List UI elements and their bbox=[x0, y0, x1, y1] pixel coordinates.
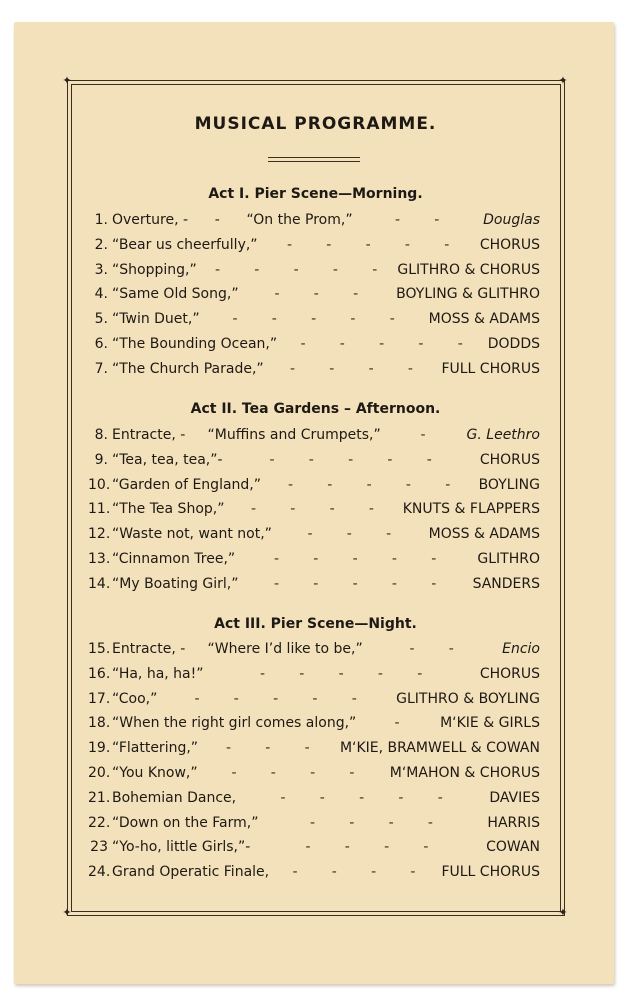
corner-ornament-icon: ✦ bbox=[62, 907, 72, 919]
item-number: 21. bbox=[88, 789, 111, 806]
programme-item bbox=[88, 336, 540, 358]
leader-dashes: - - - - - bbox=[300, 336, 465, 352]
item-performer: M‘KIE, BRAMWELL & COWAN bbox=[339, 740, 540, 757]
act-heading: Act I. Pier Scene—Morning. bbox=[208, 186, 423, 202]
programme-item bbox=[88, 237, 540, 259]
item-number: 19. bbox=[88, 740, 111, 757]
programme-item bbox=[88, 864, 540, 886]
item-title: “You Know,” bbox=[112, 765, 198, 781]
item-title: Entracte, - “Where I’d like to be,” bbox=[112, 641, 363, 657]
item-title: “Bear us cheerfully,” bbox=[112, 236, 258, 253]
item-performer: BOYLING bbox=[478, 476, 540, 493]
item-performer: GLITHRO & CHORUS bbox=[397, 261, 540, 278]
item-number: 3. bbox=[94, 261, 108, 278]
act-heading: Act III. Pier Scene—Night. bbox=[214, 616, 417, 632]
act-heading: Act II. Tea Gardens – Afternoon. bbox=[190, 401, 441, 417]
item-number: 17. bbox=[88, 690, 111, 707]
corner-ornament-icon: ✦ bbox=[558, 907, 568, 919]
leader-dashes: - - - bbox=[274, 286, 361, 303]
item-title: Overture, - - “On the Prom,” bbox=[112, 212, 353, 228]
item-performer: KNUTS & FLAPPERS bbox=[402, 501, 540, 518]
item-performer: SANDERS bbox=[472, 575, 540, 592]
item-title: “The Bounding Ocean,” bbox=[112, 336, 278, 352]
item-number: 2. bbox=[94, 236, 108, 253]
item-performer: M‘MAHON & CHORUS bbox=[389, 765, 540, 781]
item-performer: MOSS & ADAMS bbox=[428, 311, 540, 328]
programme-item bbox=[88, 501, 540, 523]
leader-dashes: - - - - - bbox=[274, 551, 439, 567]
item-title: “My Boating Girl,” bbox=[112, 575, 239, 592]
corner-ornament-icon: ✦ bbox=[558, 75, 568, 87]
programme-item bbox=[88, 666, 540, 688]
leader-dashes: - - - - bbox=[310, 814, 435, 831]
item-number: 4. bbox=[94, 286, 108, 303]
leader-dashes: - - - - bbox=[290, 360, 415, 377]
leader-dashes: - - - - - bbox=[274, 575, 439, 592]
leader-dashes: - - - - - bbox=[288, 476, 453, 493]
leader-dashes: - bbox=[420, 427, 428, 443]
item-performer: GLITHRO bbox=[477, 551, 540, 567]
item-title: “Tea, tea, tea,”- bbox=[112, 451, 223, 468]
item-title: “When the right girl comes along,” bbox=[112, 715, 357, 732]
item-performer: GLITHRO & BOYLING bbox=[396, 690, 540, 707]
item-number: 16. bbox=[88, 665, 111, 682]
programme-item bbox=[88, 715, 540, 737]
leader-dashes: - bbox=[394, 715, 402, 732]
item-number: 12. bbox=[88, 526, 111, 543]
programme-item bbox=[88, 311, 540, 333]
item-number: 1. bbox=[94, 212, 108, 228]
programme-item bbox=[88, 740, 540, 762]
item-performer: CHORUS bbox=[479, 451, 540, 468]
item-number: 7. bbox=[94, 360, 108, 377]
item-title: “Coo,” bbox=[112, 690, 158, 707]
corner-ornament-icon: ✦ bbox=[62, 75, 72, 87]
item-number: 23 bbox=[90, 839, 108, 856]
item-title: “Same Old Song,” bbox=[112, 286, 239, 303]
item-performer: Douglas bbox=[483, 212, 540, 228]
programme-item bbox=[88, 790, 540, 812]
item-number: 11. bbox=[88, 501, 111, 518]
item-performer: COWAN bbox=[486, 839, 540, 856]
leader-dashes: - - bbox=[395, 212, 442, 228]
item-performer: CHORUS bbox=[479, 236, 540, 253]
item-number: 18. bbox=[88, 715, 111, 732]
leader-dashes: - - - - - bbox=[260, 665, 425, 682]
item-title: “The Church Parade,” bbox=[112, 360, 264, 377]
item-performer: MOSS & ADAMS bbox=[428, 526, 540, 543]
programme-item bbox=[88, 839, 540, 861]
item-title: Grand Operatic Finale, bbox=[112, 864, 270, 881]
title-divider bbox=[268, 161, 360, 162]
item-title: Bohemian Dance, bbox=[112, 789, 237, 806]
item-performer: CHORUS bbox=[479, 665, 540, 682]
leader-dashes: - - bbox=[409, 641, 456, 657]
item-performer: M‘KIE & GIRLS bbox=[440, 715, 540, 732]
item-title: “Waste not, want not,” bbox=[112, 526, 272, 543]
leader-dashes: - - - bbox=[226, 740, 312, 757]
leader-dashes: - - - - - bbox=[215, 261, 380, 278]
item-performer: DAVIES bbox=[489, 789, 540, 806]
leader-dashes: - - - - bbox=[231, 765, 357, 781]
programme-item bbox=[88, 212, 540, 234]
item-performer: G. Leethro bbox=[466, 427, 540, 443]
item-title: Entracte, - “Muffins and Crumpets,” bbox=[112, 427, 381, 443]
item-number: 9. bbox=[94, 451, 108, 468]
leader-dashes: - - - - - bbox=[232, 311, 397, 328]
title-divider bbox=[268, 157, 360, 158]
item-number: 13. bbox=[88, 551, 111, 567]
item-title: “The Tea Shop,” bbox=[112, 501, 225, 518]
programme-item bbox=[88, 576, 540, 598]
leader-dashes: - - - - - bbox=[287, 236, 452, 253]
leader-dashes: - - - - bbox=[292, 864, 418, 881]
leader-dashes: - - - - bbox=[305, 839, 431, 856]
item-performer: DODDS bbox=[487, 336, 540, 352]
item-number: 5. bbox=[94, 311, 108, 328]
item-title: “Ha, ha, ha!” bbox=[112, 665, 204, 682]
item-title: “Twin Duet,” bbox=[112, 311, 200, 328]
item-title: “Cinnamon Tree,” bbox=[112, 551, 236, 567]
item-number: 6. bbox=[94, 336, 108, 352]
programme-item bbox=[88, 526, 540, 548]
item-title: “Shopping,” bbox=[112, 261, 197, 278]
leader-dashes: - - - - bbox=[251, 501, 376, 518]
programme-item bbox=[88, 477, 540, 499]
item-number: 14. bbox=[88, 575, 111, 592]
programme-item bbox=[88, 815, 540, 837]
programme-item bbox=[88, 361, 540, 383]
leader-dashes: - - - - - bbox=[269, 451, 434, 468]
item-performer: FULL CHORUS bbox=[441, 864, 540, 881]
item-performer: HARRIS bbox=[487, 814, 540, 831]
item-number: 22. bbox=[88, 814, 111, 831]
programme-item bbox=[88, 765, 540, 787]
programme-item bbox=[88, 262, 540, 284]
leader-dashes: - - - - - bbox=[280, 789, 445, 806]
programme-item bbox=[88, 551, 540, 573]
item-performer: FULL CHORUS bbox=[441, 360, 540, 377]
item-title: “Garden of England,” bbox=[112, 476, 261, 493]
item-number: 20. bbox=[88, 765, 111, 781]
leader-dashes: - - - - - bbox=[194, 690, 359, 707]
item-number: 15. bbox=[88, 641, 111, 657]
programme-item bbox=[88, 641, 540, 663]
item-number: 24. bbox=[88, 864, 111, 881]
item-performer: Encio bbox=[502, 641, 540, 657]
programme-item bbox=[88, 452, 540, 474]
item-title: “Down on the Farm,” bbox=[112, 814, 259, 831]
programme-item bbox=[88, 286, 540, 308]
item-title: “Yo-ho, little Girls,”- bbox=[112, 839, 251, 856]
item-number: 10. bbox=[88, 476, 111, 493]
programme-item bbox=[88, 427, 540, 449]
item-performer: BOYLING & GLITHRO bbox=[396, 286, 540, 303]
leader-dashes: - - - bbox=[307, 526, 394, 543]
programme-item bbox=[88, 691, 540, 713]
item-title: “Flattering,” bbox=[112, 740, 199, 757]
item-number: 8. bbox=[94, 427, 108, 443]
page-title: MUSICAL PROGRAMME. bbox=[194, 114, 437, 134]
